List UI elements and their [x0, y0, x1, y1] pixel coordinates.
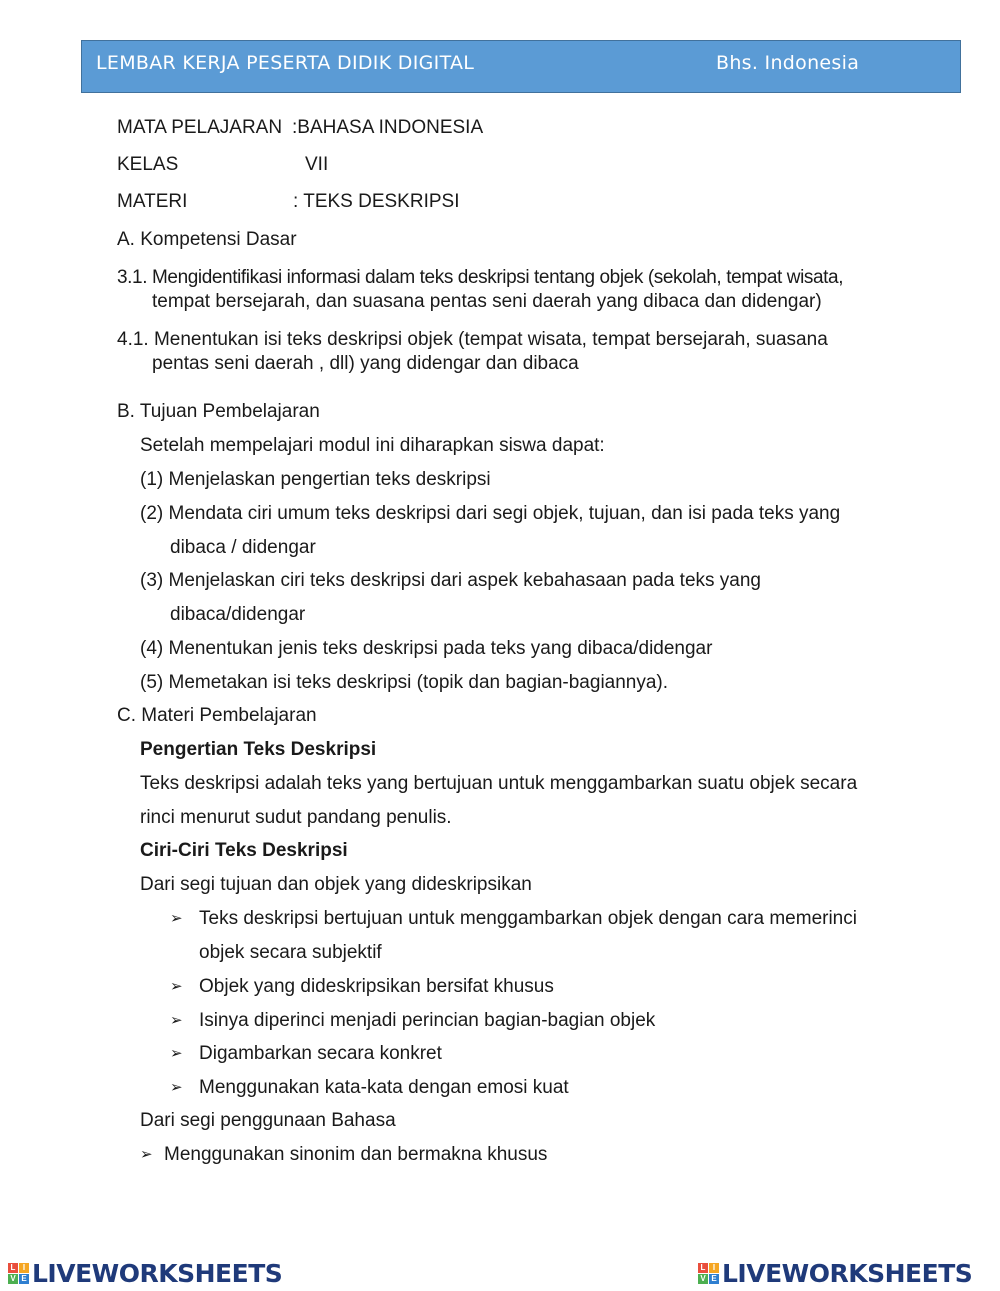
material-value: : TEKS DESKRIPSI [293, 191, 460, 212]
traits-intro: Dari segi tujuan dan objek yang dideskripsikan [140, 874, 532, 895]
liveworksheets-logo[interactable] [8, 1259, 282, 1287]
liveworksheets-mark-icon: L I V E [698, 1263, 719, 1284]
subject-value: :BAHASA INDONESIA [292, 117, 484, 138]
kd-3-1-line2: tempat bersejarah, dan suasana pentas seni daerah yang dibaca dan didengar) [152, 291, 822, 312]
class-label: KELAS [117, 154, 179, 175]
goal-1: (1) Menjelaskan pengertian teks deskripsi [140, 469, 491, 490]
bullet-arrow-icon: ➢ [140, 1146, 153, 1163]
bullet-arrow-icon: ➢ [170, 1045, 183, 1062]
bullet-arrow-icon: ➢ [170, 1012, 183, 1029]
goal-2-line1: (2) Mendata ciri umum teks deskripsi dari segi objek, tujuan, dan isi pada teks yang [140, 503, 841, 524]
definition-line1: Teks deskripsi adalah teks yang bertujuan untuk menggambarkan suatu objek secara [140, 773, 858, 794]
worksheet-subject: Bhs. Indonesia [716, 52, 860, 74]
class-value: VII [305, 154, 329, 175]
section-a-heading: A. Kompetensi Dasar [117, 229, 297, 250]
section-c-heading: C. Materi Pembelajaran [117, 705, 317, 726]
bullet-arrow-icon: ➢ [170, 1079, 183, 1096]
worksheet-title: LEMBAR KERJA PESERTA DIDIK DIGITAL [96, 52, 475, 74]
language-intro: Dari segi penggunaan Bahasa [140, 1110, 396, 1131]
trait-2: Objek yang dideskripsikan bersifat khusus [199, 976, 554, 997]
bullet-arrow-icon: ➢ [170, 978, 183, 995]
bullet-arrow-icon: ➢ [170, 910, 183, 927]
language-trait-1: Menggunakan sinonim dan bermakna khusus [164, 1144, 548, 1165]
subject-label: MATA PELAJARAN [117, 117, 283, 138]
section-b-heading: B. Tujuan Pembelajaran [117, 401, 320, 422]
goal-5: (5) Memetakan isi teks deskripsi (topik dan bagian-bagiannya). [140, 672, 669, 693]
goals-intro: Setelah mempelajari modul ini diharapkan siswa dapat: [140, 435, 605, 456]
definition-title: Pengertian Teks Deskripsi [140, 739, 377, 760]
trait-1-line2: objek secara subjektif [199, 942, 382, 963]
goal-3-line1: (3) Menjelaskan ciri teks deskripsi dari aspek kebahasaan pada teks yang [140, 570, 761, 591]
goal-4: (4) Menentukan jenis teks deskripsi pada teks yang dibaca/didengar [140, 638, 713, 659]
worksheet-header [81, 40, 961, 93]
goal-3-line2: dibaca/didengar [170, 604, 306, 625]
liveworksheets-wordmark: LIVEWORKSHEETS [722, 1258, 973, 1288]
goal-2-line2: dibaca / didengar [170, 537, 316, 558]
liveworksheets-wordmark: LIVEWORKSHEETS [32, 1258, 283, 1288]
liveworksheets-logo[interactable] [698, 1259, 972, 1287]
liveworksheets-mark-icon: L I V E [8, 1263, 29, 1284]
kd-3-1-line1: 3.1. Mengidentifikasi informasi dalam teks deskripsi tentang objek (sekolah, tempat wisata, [117, 267, 844, 288]
trait-3: Isinya diperinci menjadi perincian bagian-bagian objek [199, 1010, 656, 1031]
kd-4-1-line1: 4.1. Menentukan isi teks deskripsi objek (tempat wisata, tempat bersejarah, suasana [117, 329, 828, 350]
definition-line2: rinci menurut sudut pandang penulis. [140, 807, 452, 828]
traits-title: Ciri-Ciri Teks Deskripsi [140, 840, 348, 861]
trait-5: Menggunakan kata-kata dengan emosi kuat [199, 1077, 569, 1098]
trait-4: Digambarkan secara konkret [199, 1043, 442, 1064]
kd-4-1-line2: pentas seni daerah , dll) yang didengar dan dibaca [152, 353, 579, 374]
trait-1-line1: Teks deskripsi bertujuan untuk menggambarkan objek dengan cara memerinci [199, 908, 857, 929]
material-label: MATERI [117, 191, 188, 212]
